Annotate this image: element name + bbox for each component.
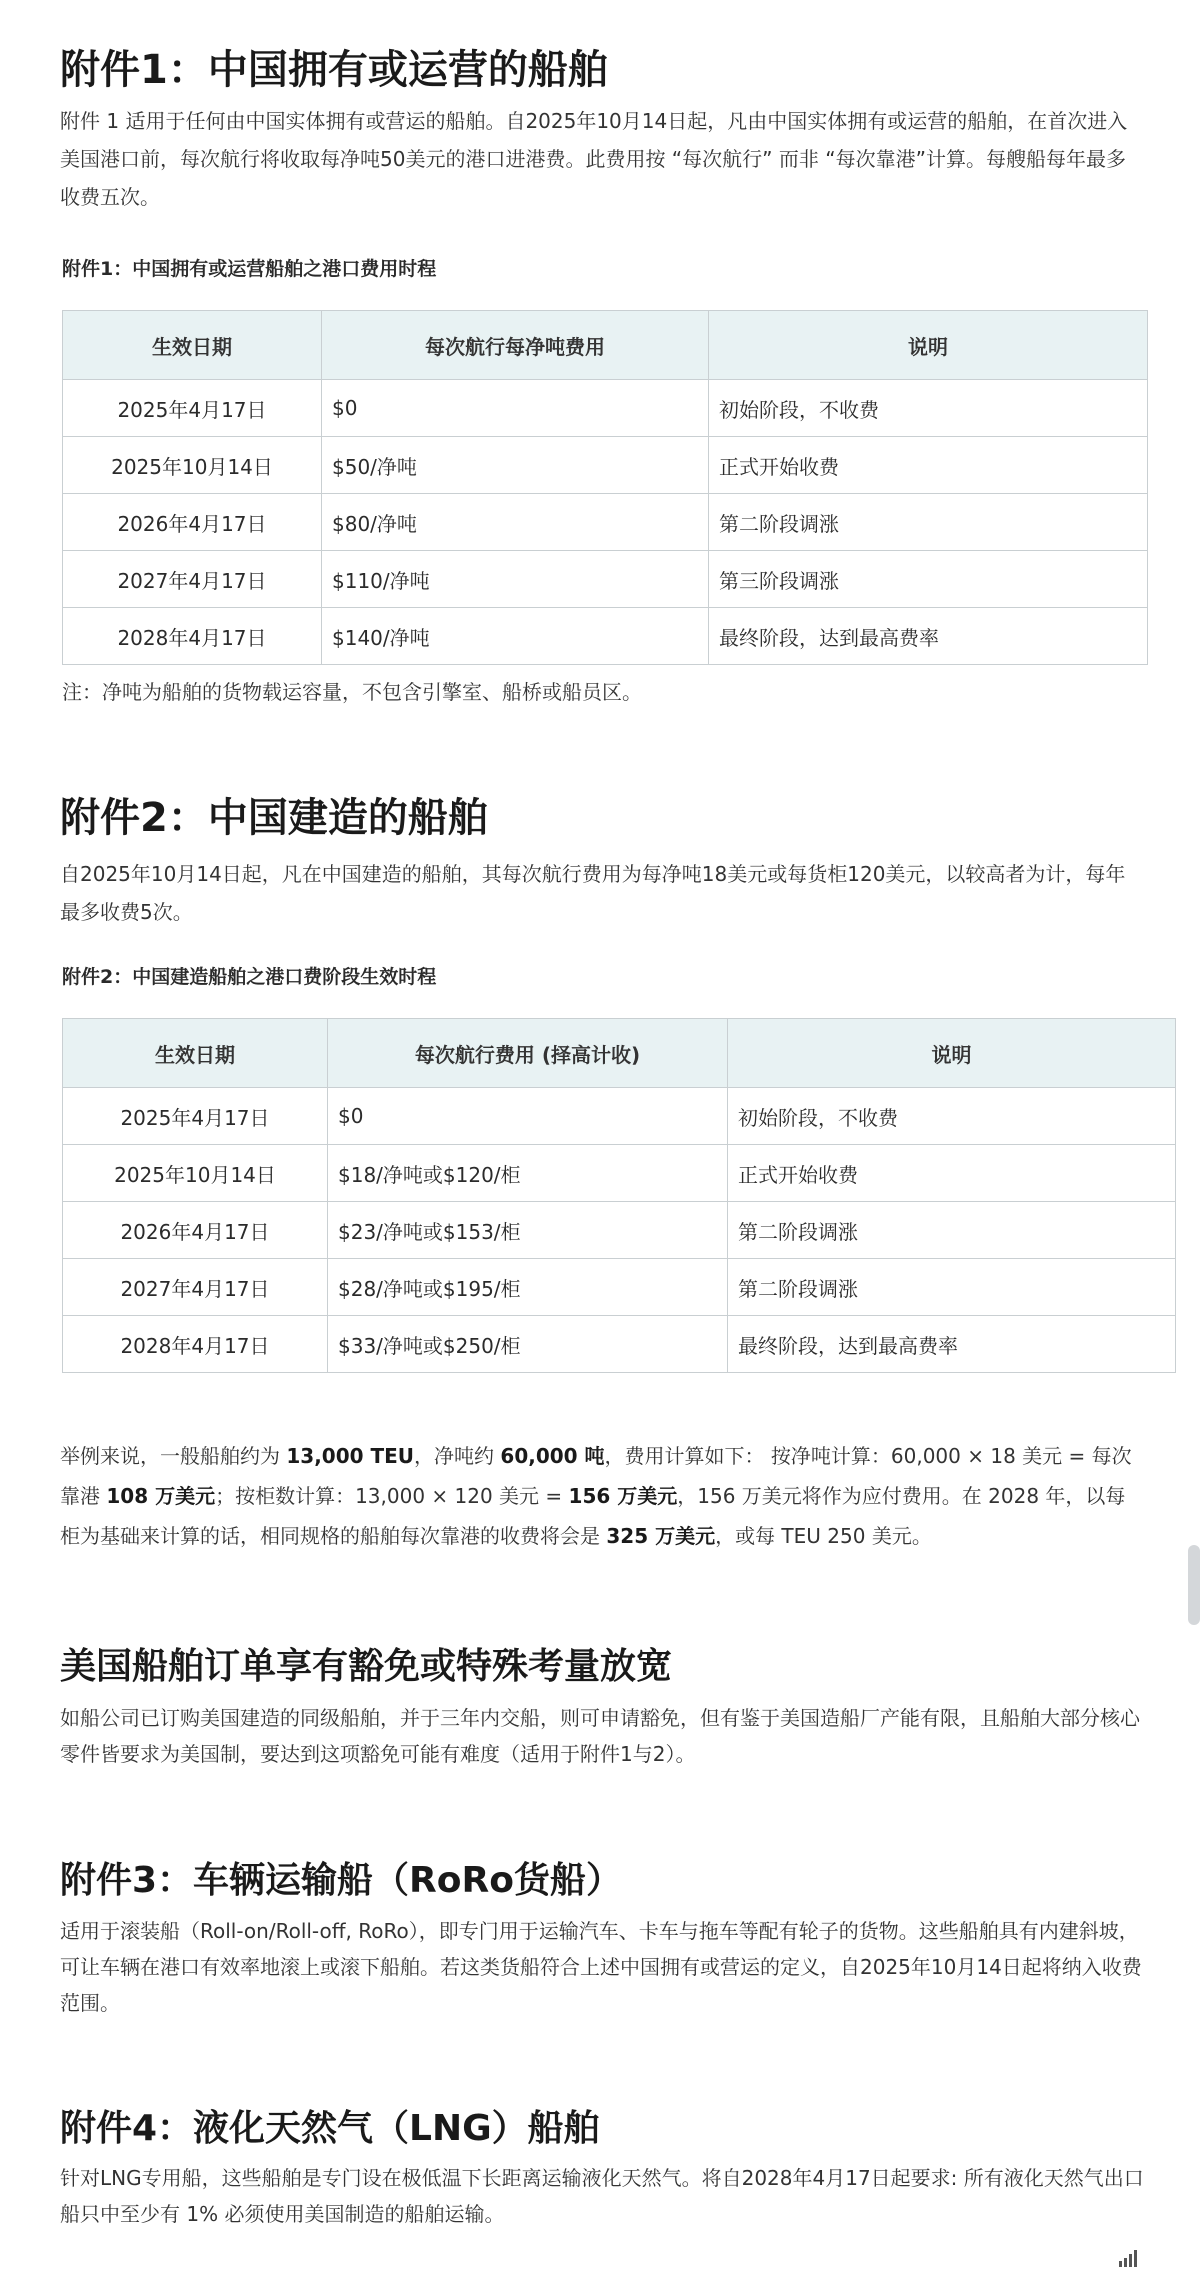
table-cell: $0 — [328, 1088, 728, 1145]
table-cell: 2025年10月14日 — [63, 437, 322, 494]
table-cell: $140/净吨 — [322, 608, 709, 665]
table-cell: $23/净吨或$153/柜 — [328, 1202, 728, 1259]
example-text: 举例来说，一般船舶约为 — [60, 1444, 287, 1468]
section2-fee-table — [62, 1018, 1176, 1373]
table-cell: 2025年4月17日 — [63, 380, 322, 437]
table-header: 每次航行每净吨费用 — [322, 311, 709, 380]
table-header: 每次航行费用 (择高计收) — [328, 1019, 728, 1088]
table-cell: 2026年4月17日 — [63, 494, 322, 551]
example-text: ；按柜数计算：13,000 × 120 美元 = — [215, 1484, 569, 1508]
section1-note: 注：净吨为船舶的货物载运容量，不包含引擎室、船桥或船员区。 — [62, 680, 642, 704]
example-text: ，或每 TEU 250 美元。 — [715, 1524, 932, 1548]
section2-table-caption: 附件2：中国建造船舶之港口费阶段生效时程 — [62, 966, 437, 988]
table-cell: 2025年4月17日 — [63, 1088, 328, 1145]
table-header: 说明 — [728, 1019, 1176, 1088]
section1-paragraph: 附件 1 适用于任何由中国实体拥有或营运的船舶。自2025年10月14日起，凡由中国实体拥有或运营的船舶，在首次进入美国港口前，每次航行将收取每净吨50美元的港口进港费。此费用按 “每次航行” 而非 “每次靠港”计算。每艘船每年最多收费五次。 — [60, 109, 1128, 209]
scrollbar-thumb[interactable] — [1188, 1545, 1200, 1625]
table-cell: 正式开始收费 — [709, 437, 1148, 494]
table-cell: $33/净吨或$250/柜 — [328, 1316, 728, 1373]
table-header: 说明 — [709, 311, 1148, 380]
section1-title: 附件1：中国拥有或运营的船舶 — [60, 47, 608, 93]
table-cell: $0 — [322, 380, 709, 437]
table-cell: 第二阶段调涨 — [728, 1259, 1176, 1316]
table-cell: 第二阶段调涨 — [709, 494, 1148, 551]
table-cell: $28/净吨或$195/柜 — [328, 1259, 728, 1316]
table-header-row — [63, 1019, 1176, 1088]
table-cell: 正式开始收费 — [728, 1145, 1176, 1202]
table-row — [63, 551, 1148, 608]
table-cell: $18/净吨或$120/柜 — [328, 1145, 728, 1202]
section4-title: 附件4：液化天然气（LNG）船舶 — [60, 2108, 600, 2149]
table-row — [63, 437, 1148, 494]
table-row — [63, 608, 1148, 665]
us-exemption-title: 美国船舶订单享有豁免或特殊考量放宽 — [60, 1646, 673, 1687]
table-row — [63, 1259, 1176, 1316]
table-row — [63, 494, 1148, 551]
example-text: ，156 万美元将作为应付费用。在 2028 年，以每柜为基础来计算的话，相同规格的船舶每次靠港的收费将会是 — [60, 1484, 1126, 1548]
example-highlight: 156 万美元 — [568, 1484, 678, 1508]
table-cell: 2027年4月17日 — [63, 551, 322, 608]
example-highlight: 60,000 吨 — [500, 1444, 605, 1468]
example-text: ，费用计算如下： 按净吨计算：60,000 × 18 美元 = 每次靠港 — [60, 1444, 1132, 1508]
example-text: ，净吨约 — [414, 1444, 501, 1468]
table-cell: 最终阶段，达到最高费率 — [728, 1316, 1176, 1373]
table-cell: 2026年4月17日 — [63, 1202, 328, 1259]
table-row — [63, 1145, 1176, 1202]
section3-title: 附件3：车辆运输船（RoRo货船） — [60, 1860, 622, 1901]
table-header: 生效日期 — [63, 311, 322, 380]
section4-paragraph: 针对LNG专用船，这些船舶是专门设在极低温下长距离运输液化天然气。将自2028年4月17日起要求: 所有液化天然气出口船只中至少有 1% 必须使用美国制造的船舶运输。 — [60, 2166, 1144, 2226]
table-cell: 2028年4月17日 — [63, 608, 322, 665]
table-cell: 第二阶段调涨 — [728, 1202, 1176, 1259]
table-cell: $50/净吨 — [322, 437, 709, 494]
section2-title: 附件2：中国建造的船舶 — [60, 795, 488, 841]
table-cell: 初始阶段，不收费 — [728, 1088, 1176, 1145]
table-header: 生效日期 — [63, 1019, 328, 1088]
table-header-row — [63, 311, 1148, 380]
table-cell: 2027年4月17日 — [63, 1259, 328, 1316]
table-cell: 第三阶段调涨 — [709, 551, 1148, 608]
table-row — [63, 1202, 1176, 1259]
table-cell: 最终阶段，达到最高费率 — [709, 608, 1148, 665]
table-cell: 初始阶段，不收费 — [709, 380, 1148, 437]
section1-table-caption: 附件1：中国拥有或运营船舶之港口费用时程 — [62, 258, 437, 280]
signal-icon — [1118, 2249, 1140, 2269]
table-cell: 2028年4月17日 — [63, 1316, 328, 1373]
us-exemption-paragraph: 如船公司已订购美国建造的同级船舶，并于三年内交船，则可申请豁免，但有鉴于美国造船厂产能有限，且船舶大部分核心零件皆要求为美国制，要达到这项豁免可能有难度（适用于附件1与2）。 — [60, 1706, 1140, 1766]
example-highlight: 325 万美元 — [606, 1524, 716, 1548]
example-highlight: 108 万美元 — [106, 1484, 216, 1508]
example-highlight: 13,000 TEU — [286, 1444, 415, 1468]
section2-paragraph: 自2025年10月14日起，凡在中国建造的船舶，其每次航行费用为每净吨18美元或每货柜120美元，以较高者为计，每年最多收费5次。 — [60, 862, 1126, 924]
table-cell: 2025年10月14日 — [63, 1145, 328, 1202]
example-paragraph — [60, 1436, 1145, 1556]
section1-fee-table — [62, 310, 1148, 665]
table-cell: $110/净吨 — [322, 551, 709, 608]
table-row — [63, 380, 1148, 437]
table-cell: $80/净吨 — [322, 494, 709, 551]
table-row — [63, 1088, 1176, 1145]
table-row — [63, 1316, 1176, 1373]
section3-paragraph: 适用于滚装船（Roll-on/Roll-off, RoRo），即专门用于运输汽车、卡车与拖车等配有轮子的货物。这些船舶具有内建斜坡，可让车辆在港口有效率地滚上或滚下船舶。若这类货船符合上述中国拥有或营运的定义，自2025年10月14日起将纳入收费范围。 — [60, 1919, 1142, 2015]
